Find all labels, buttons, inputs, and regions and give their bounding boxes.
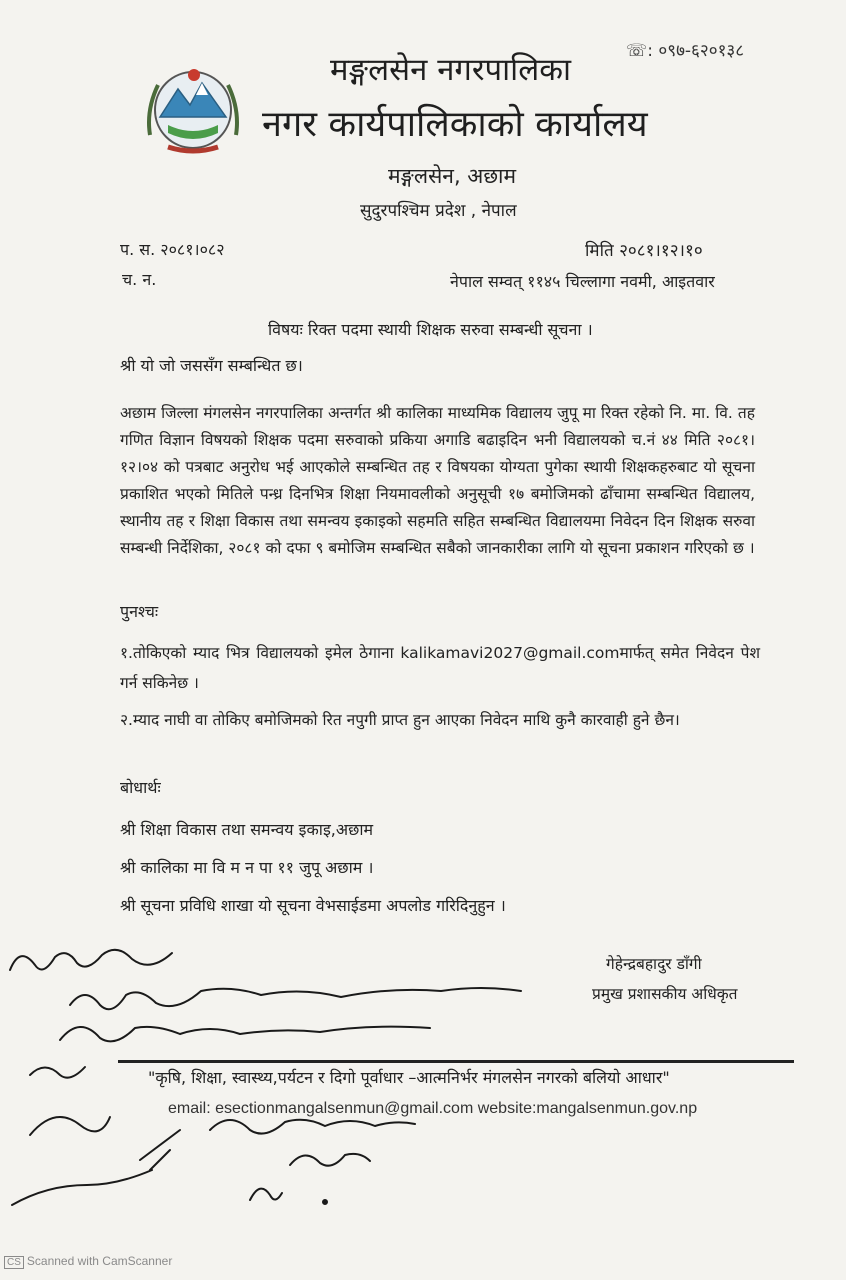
municipality-name: मङ्गलसेन नगरपालिका: [330, 52, 572, 88]
handwritten-annotation-signature: [0, 930, 846, 1260]
reference-number: प. स. २०८१।०८२: [120, 240, 225, 259]
municipality-emblem-icon: [138, 55, 248, 165]
document-date: मिति २०८१।१२।१०: [585, 241, 703, 261]
camscanner-logo-icon: CS: [4, 1256, 24, 1269]
phone-number: ☏: ०९७-६२०१३८: [626, 41, 745, 61]
postscript-label: पुनश्चः: [120, 602, 159, 621]
footer-slogan: "कृषि, शिक्षा, स्वास्थ्य,पर्यटन र दिगो पूर्वाधार –आत्मनिर्भर मंगलसेन नगरको बलियो आधार": [148, 1068, 670, 1087]
body-paragraph: अछाम जिल्ला मंगलसेन नगरपालिका अन्तर्गत श्री कालिका माध्यमिक विद्यालय जुपू मा रिक्त रहेको नि. मा. वि. तह गणित विज्ञान विषयको शिक्षक पदमा सरुवाको प्रकिया अगाडि बढाइदिन भनी विद्यालयको च.नं ४४ मिति २०८१।१२।०४ को पत्रबाट अनुरोध भई आएकोले सम्बन्धित तह र विषयका योग्यता पुगेका स्थायी शिक्षकहरुबाट यो सूचना प्रकाशित भएको मितिले पन्ध्र दिनभित्र शिक्षा नियमावलीको अनुसूची १७ बमोजिमको ढाँचामा सम्बन्धित विद्यालय, स्थानीय तह र शिक्षा विकास तथा समन्वय इकाइको सहमति सहित सम्बन्धित विद्यालयमा निवेदन दिन शिक्षक सरुवा सम्बन्धी निर्देशिका, २०८१ को दफा ९ बमोजिम सम्बन्धित सबैको जानकारीका लागि यो सूचना प्रकाशन गरिएको छ ।: [120, 404, 755, 557]
signatory-title: प्रमुख प्रशासकीय अधिकृत: [592, 985, 738, 1003]
footer-contact: email: esectionmangalsenmun@gmail.com website:mangalsenmun.gov.np: [168, 1100, 698, 1117]
signatory-name: गेहेन्द्रबहादुर डाँगी: [606, 955, 702, 973]
office-location: मङ्गलसेन, अछाम: [388, 164, 517, 188]
nepal-sambat-date: नेपाल सम्वत् ११४५ चिल्लागा नवमी, आइतवार: [450, 272, 715, 291]
scanner-watermark: CS Scanned with CamScanner: [4, 1254, 172, 1269]
office-name: नगर कार्यपालिकाको कार्यालय: [262, 104, 648, 145]
copy-recipient: श्री कालिका मा वि म न पा ११ जुपू अछाम ।: [120, 858, 374, 877]
salutation: श्री यो जो जससँग सम्बन्धित छ।: [120, 356, 303, 375]
copy-recipient: श्री सूचना प्रविधि शाखा यो सूचना वेभसाईडमा अपलोड गरिदिनुहुन ।: [120, 896, 506, 915]
postscript-point-2: २.म्याद नाघी वा तोकिए बमोजिमको रित नपुगी प्राप्त हुन आएका निवेदन माथि कुनै कारवाही हुने छैन।: [120, 711, 680, 729]
copy-to-label: बोधार्थः: [120, 778, 161, 797]
dispatch-number: च. न.: [122, 270, 157, 289]
copy-recipient: श्री शिक्षा विकास तथा समन्वय इकाइ,अछाम: [120, 820, 374, 839]
subject-line: विषयः रिक्त पदमा स्थायी शिक्षक सरुवा सम्बन्धी सूचना ।: [268, 320, 593, 339]
postscript-point-1: १.तोकिएको म्याद भित्र विद्यालयको इमेल ठेगाना kalikamavi2027@gmail.comमार्फत् समेत निवेदन पेश गर्न सकिनेछ ।: [120, 644, 760, 692]
province-country: सुदुरपश्चिम प्रदेश , नेपाल: [360, 201, 517, 221]
